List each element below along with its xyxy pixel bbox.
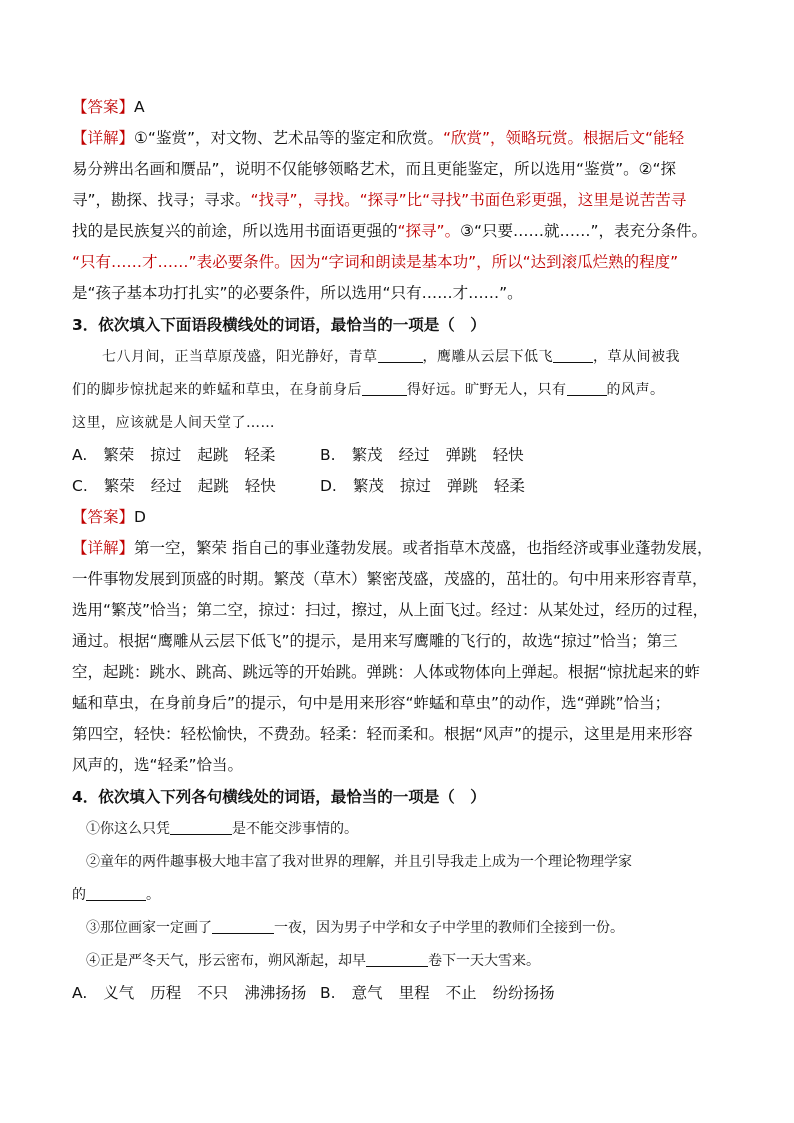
option-d[interactable] <box>320 471 541 502</box>
detail-text-red: “欣赏”，领略玩赏。根据后文“能轻 <box>442 129 685 147</box>
detail-tag: 【详解】 <box>72 129 135 147</box>
detail-line-6 <box>72 278 726 309</box>
q4-sentence-2-cont <box>72 879 726 912</box>
detail-text: 易分辨出名画和赝品”，说明不仅能够领略艺术，而且更能鉴定，所以选用“鉴赏”。②“探 <box>72 160 677 178</box>
answer-value: D <box>134 508 146 526</box>
fill-blank <box>212 917 274 934</box>
option-word: 意气 <box>351 984 383 1002</box>
option-b[interactable] <box>320 440 540 471</box>
option-letter: B. <box>320 984 336 1002</box>
q3-passage-line-2 <box>72 374 726 407</box>
sentence-text: 。 <box>146 887 160 903</box>
passage-text: ，鹰雕从云层下低飞 <box>422 349 553 365</box>
detail-line-4 <box>72 216 726 247</box>
option-word: 历程 <box>150 984 182 1002</box>
option-letter: D. <box>320 477 337 495</box>
option-word: 起跳 <box>197 477 229 495</box>
detail-line-2 <box>72 154 726 185</box>
option-letter: C. <box>72 477 88 495</box>
option-letter: B. <box>320 446 336 464</box>
q4-sentence-1 <box>72 813 726 846</box>
option-c[interactable] <box>72 471 320 502</box>
fill-blank <box>366 950 428 967</box>
option-a[interactable] <box>72 978 320 1009</box>
detail-tag: 【详解】 <box>72 539 135 557</box>
passage-text: 七八月间，正当草原茂盛，阳光静好，青草 <box>102 349 378 365</box>
answer-tag: 【答案】 <box>72 98 135 116</box>
detail-text-red: “找寻”，寻找。“探寻”比“寻找”书面色彩更强，这里是说苦苦寻 <box>250 191 687 209</box>
fill-blank <box>170 818 232 835</box>
document-page <box>72 92 726 1009</box>
option-b[interactable] <box>320 978 571 1009</box>
q3-detail-line-1 <box>72 533 726 564</box>
detail-line-5 <box>72 247 726 278</box>
detail-text: ③“只要……就……”，表充分条件。 <box>460 222 708 240</box>
answer-value: A <box>134 98 145 116</box>
q3-options-row-2 <box>72 471 726 502</box>
fill-blank <box>362 379 407 396</box>
option-word: 弹跳 <box>446 477 478 495</box>
sentence-text: ④正是严冬天气，彤云密布，朔风渐起，却早 <box>86 953 366 969</box>
detail-text-red: 表必要条件。因为“字词和朗读是基本功”，所以“达到滚瓜烂熟的程度” <box>196 253 679 271</box>
q3-passage-line-3: 这里，应该就是人间天堂了…… <box>72 415 275 431</box>
q4-options-row-1 <box>72 978 726 1009</box>
q4-sentence-4 <box>72 945 726 978</box>
q3-detail-line-3: 选用“繁茂”恰当；第二空，掠过：扫过，擦过，从上面飞过。经过：从某处过，经历的过程， <box>72 601 709 619</box>
q4-sentence-2: ②童年的两件趣事极大地丰富了我对世界的理解，并且引导我走上成为一个理论物理学家 <box>86 854 632 870</box>
sentence-text: 卷下一天大雪来。 <box>428 953 540 969</box>
option-word: 繁茂 <box>351 446 383 464</box>
detail-text-red: “探寻”。 <box>397 222 461 240</box>
option-word: 经过 <box>398 446 430 464</box>
passage-text: ，草从间被我 <box>593 349 680 365</box>
q3-detail-line-8: 风声的，选“轻柔”恰当。 <box>72 756 244 774</box>
answer-line <box>72 92 726 123</box>
q3-detail-line-5: 空，起跳：跳水、跳高、跳远等的开始跳。弹跳：人体或物体向上弹起。根据“惊扰起来的蚱 <box>72 663 701 681</box>
q3-detail-line-6: 蜢和草虫，在身前身后”的提示，句中是用来形容“蚱蜢和草虫”的动作，选“弹跳”恰当； <box>72 694 671 712</box>
option-word: 繁荣 <box>103 477 135 495</box>
q3-detail-line-7: 第四空，轻快：轻松愉快，不费劲。轻柔：轻而柔和。根据“风声”的提示，这里是用来形容 <box>72 725 693 743</box>
q3-detail-line-2: 一件事物发展到顶盛的时期。繁茂（草木）繁密茂盛，茂盛的，茁壮的。句中用来形容青草， <box>72 570 708 588</box>
option-word: 不止 <box>445 984 477 1002</box>
option-word: 纷纷扬扬 <box>492 984 555 1002</box>
q3-passage-line-1 <box>72 341 726 374</box>
answer-tag: 【答案】 <box>72 508 135 526</box>
detail-text: 寻”，勘探、找寻；寻求。 <box>72 191 251 209</box>
option-word: 掠过 <box>150 446 182 464</box>
fill-blank <box>553 346 593 363</box>
detail-text-red: “只有……才……” <box>72 253 197 271</box>
fill-blank <box>86 884 146 901</box>
option-word: 轻柔 <box>493 477 525 495</box>
option-word: 起跳 <box>197 446 229 464</box>
passage-text: 们的脚步惊扰起来的蚱蜢和草虫，在身前身后 <box>72 382 362 398</box>
fill-blank <box>378 346 423 363</box>
q4-sentence-3 <box>72 912 726 945</box>
question-3-title: 3．依次填入下面语段横线处的词语，最恰当的一项是（ ） <box>72 316 486 334</box>
detail-line-3 <box>72 185 726 216</box>
detail-text: 是“孩子基本功打扎实”的必要条件，所以选用“只有……才……”。 <box>72 284 523 302</box>
sentence-text: ③那位画家一定画了 <box>86 920 212 936</box>
option-word: 里程 <box>398 984 430 1002</box>
question-4-title: 4．依次填入下列各句横线处的词语，最恰当的一项是（ ） <box>72 788 486 806</box>
option-word: 弹跳 <box>445 446 477 464</box>
detail-line-1 <box>72 123 726 154</box>
detail-text: ①“鉴赏”，对文物、艺术品等的鉴定和欣赏。 <box>134 129 443 147</box>
detail-text: 找的是民族复兴的前途，所以选用书面语更强的 <box>72 222 398 240</box>
option-word: 义气 <box>103 984 135 1002</box>
sentence-text: 的 <box>72 887 86 903</box>
option-word: 轻柔 <box>244 446 276 464</box>
option-word: 轻快 <box>492 446 524 464</box>
q3-detail-line-4: 通过。根据“鹰雕从云层下低飞”的提示，是用来写鹰雕的飞行的，故选“掠过”恰当；第三 <box>72 632 678 650</box>
option-word: 经过 <box>150 477 182 495</box>
passage-text: 得好远。旷野无人，只有 <box>407 382 567 398</box>
option-a[interactable] <box>72 440 320 471</box>
option-letter: A. <box>72 984 88 1002</box>
detail-text: 第一空，繁荣 指自己的事业蓬勃发展。或者指草木茂盛，也指经济或事业蓬勃发展， <box>134 539 713 557</box>
option-word: 掠过 <box>399 477 431 495</box>
passage-text: 的风声。 <box>606 382 665 398</box>
option-word: 轻快 <box>244 477 276 495</box>
fill-blank <box>567 379 607 396</box>
sentence-text: 是不能交涉事情的。 <box>232 821 358 837</box>
option-word: 繁茂 <box>352 477 384 495</box>
option-word: 不只 <box>197 984 229 1002</box>
sentence-text: ①你这么只凭 <box>86 821 170 837</box>
option-word: 繁荣 <box>103 446 135 464</box>
sentence-text: 一夜，因为男子中学和女子中学里的教师们全接到一份。 <box>274 920 624 936</box>
q3-answer-line <box>72 502 726 533</box>
option-letter: A. <box>72 446 88 464</box>
option-word: 沸沸扬扬 <box>244 984 307 1002</box>
q3-options-row-1 <box>72 440 726 471</box>
